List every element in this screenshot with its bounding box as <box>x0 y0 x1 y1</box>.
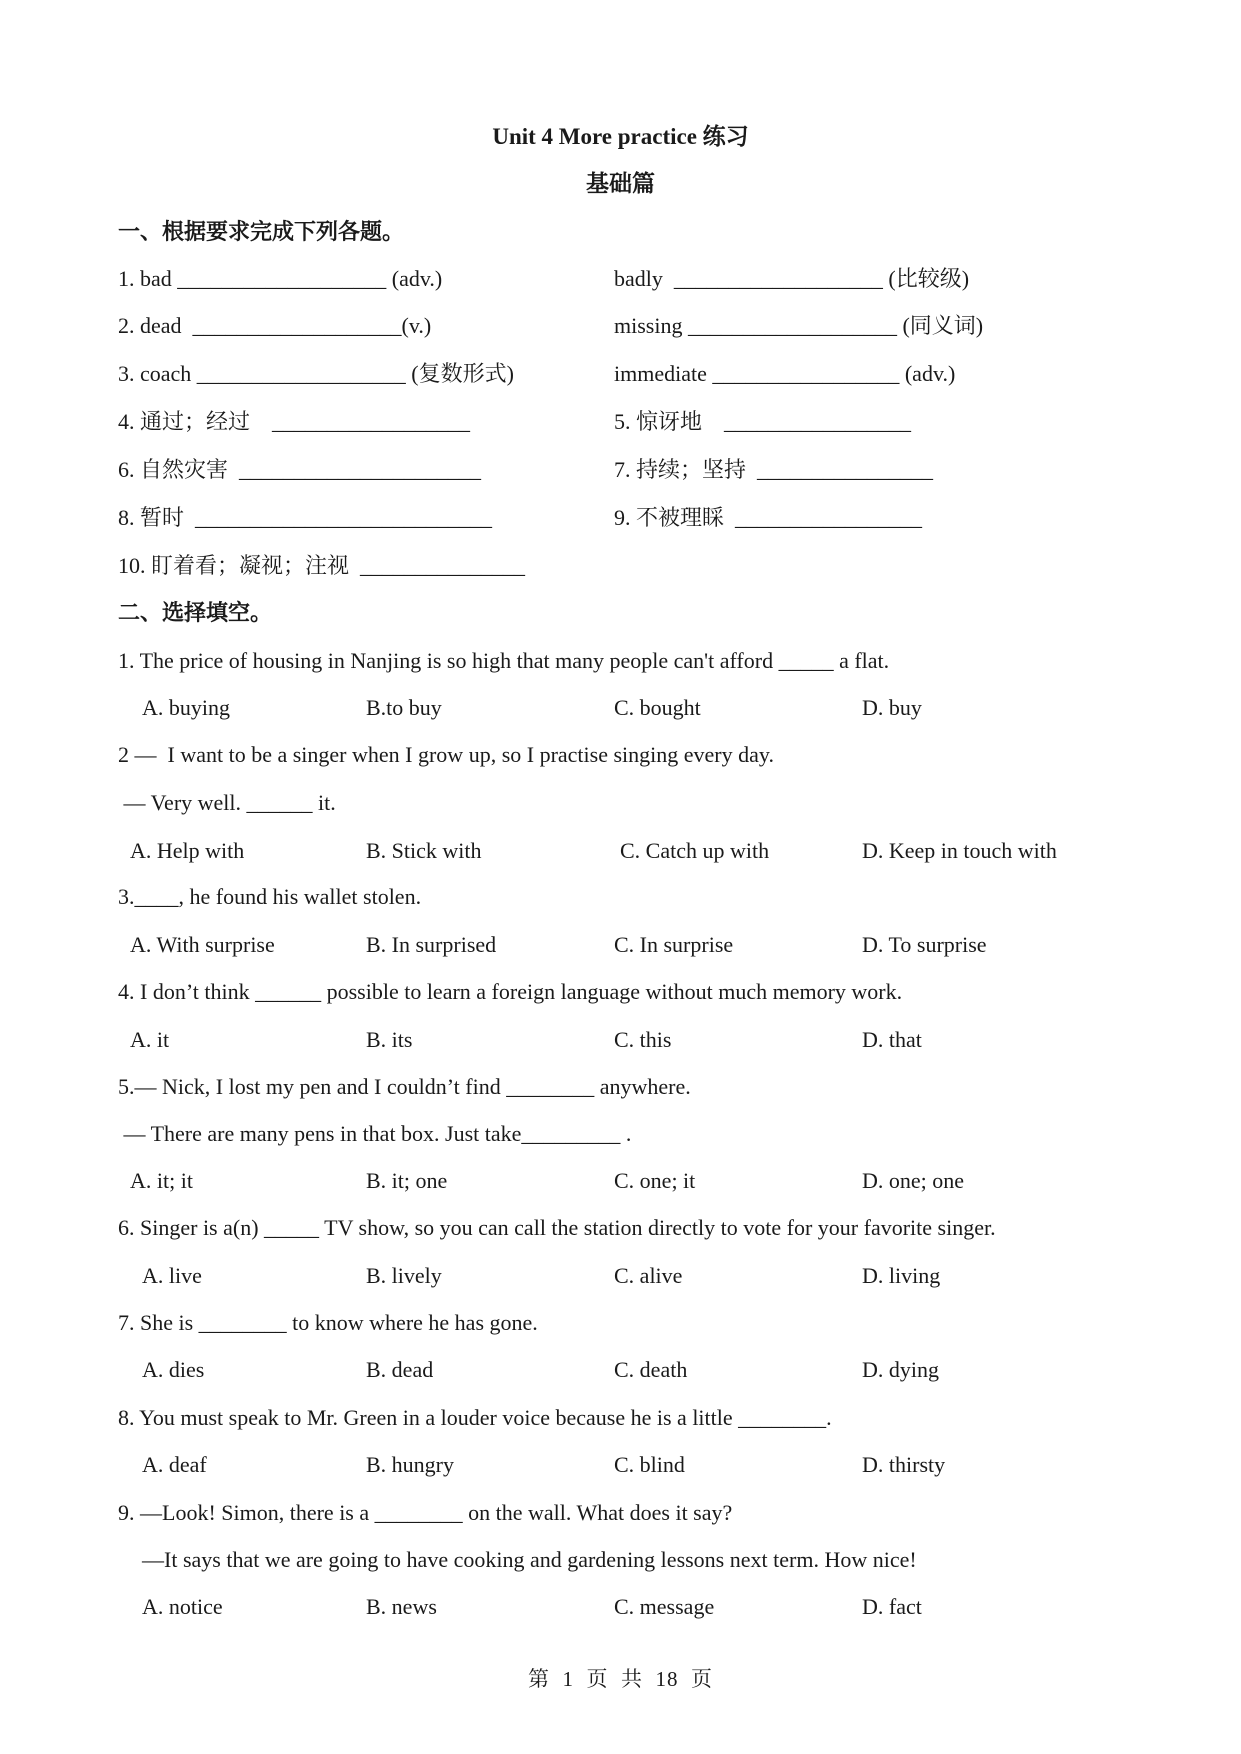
option-c: C. blind <box>614 1452 685 1477</box>
vocab-item: 9. 不被理睬 _________________ <box>614 505 923 530</box>
option-c: C. one; it <box>614 1168 696 1193</box>
section1-heading: 一、根据要求完成下列各题。 <box>118 219 405 244</box>
option-b: B. In surprised <box>366 932 497 957</box>
option-a: A. live <box>142 1263 202 1288</box>
question-stem: 6. Singer is a(n) _____ TV show, so you can call the station directly to vote for your favorite singer. <box>118 1215 996 1240</box>
vocab-item: 10. 盯着看；凝视；注视 _______________ <box>118 553 526 578</box>
option-b: B. its <box>366 1027 413 1052</box>
vocab-item: 3. coach ___________________ (复数形式) <box>118 361 514 386</box>
option-d: D. one; one <box>862 1168 965 1193</box>
question-stem: 7. She is ________ to know where he has gone. <box>118 1310 538 1335</box>
question-stem: 8. You must speak to Mr. Green in a louder voice because he is a little ________. <box>118 1405 832 1430</box>
option-d: D. fact <box>862 1594 922 1619</box>
option-c: C. Catch up with <box>620 838 770 863</box>
vocab-item: missing ___________________ (同义词) <box>614 313 984 338</box>
option-b: B. it; one <box>366 1168 448 1193</box>
option-c: C. death <box>614 1357 688 1382</box>
option-d: D. that <box>862 1027 922 1052</box>
vocab-item: 8. 暂时 ___________________________ <box>118 505 493 530</box>
vocab-item: badly ___________________ (比较级) <box>614 266 970 291</box>
vocab-item: 5. 惊讶地 _________________ <box>614 409 912 434</box>
option-c: C. alive <box>614 1263 683 1288</box>
option-a: A. it; it <box>130 1168 193 1193</box>
option-a: A. buying <box>142 695 230 720</box>
option-b: B. Stick with <box>366 838 482 863</box>
question-stem: —It says that we are going to have cooking and gardening lessons next term. How nice! <box>142 1547 917 1572</box>
vocab-item: 6. 自然灾害 ______________________ <box>118 457 482 482</box>
option-a: A. With surprise <box>130 932 275 957</box>
question-stem: — There are many pens in that box. Just take_________ . <box>118 1121 632 1146</box>
option-b: B. news <box>366 1594 437 1619</box>
question-stem: 3.____, he found his wallet stolen. <box>118 884 422 909</box>
option-b: B.to buy <box>366 695 442 720</box>
page-number-footer: 第 1 页 共 18 页 <box>528 1667 713 1691</box>
page-title: Unit 4 More practice 练习 <box>492 124 749 149</box>
vocab-item: 4. 通过；经过 __________________ <box>118 409 471 434</box>
option-d: D. thirsty <box>862 1452 946 1477</box>
vocab-item: 7. 持续；坚持 ________________ <box>614 457 934 482</box>
option-c: C. In surprise <box>614 932 734 957</box>
vocab-item: 2. dead ___________________(v.) <box>118 313 432 338</box>
option-d: D. Keep in touch with <box>862 838 1057 863</box>
option-a: A. Help with <box>130 838 245 863</box>
option-a: A. deaf <box>142 1452 207 1477</box>
option-d: D. buy <box>862 695 922 720</box>
option-b: B. hungry <box>366 1452 454 1477</box>
question-stem: 1. The price of housing in Nanjing is so high that many people can't afford _____ a flat. <box>118 648 890 673</box>
option-a: A. it <box>130 1027 170 1052</box>
option-d: D. dying <box>862 1357 939 1382</box>
option-a: A. dies <box>142 1357 205 1382</box>
option-c: C. this <box>614 1027 672 1052</box>
option-c: C. bought <box>614 695 701 720</box>
question-stem: 4. I don’t think ______ possible to learn a foreign language without much memory work. <box>118 979 903 1004</box>
vocab-item: immediate _________________ (adv.) <box>614 361 956 386</box>
question-stem: — Very well. ______ it. <box>118 790 336 815</box>
option-a: A. notice <box>142 1594 223 1619</box>
page-subtitle: 基础篇 <box>586 171 655 196</box>
question-stem: 2 — I want to be a singer when I grow up, so I practise singing every day. <box>118 742 774 767</box>
option-b: B. lively <box>366 1263 442 1288</box>
question-stem: 9. —Look! Simon, there is a ________ on the wall. What does it say? <box>118 1500 733 1525</box>
section2-heading: 二、选择填空。 <box>118 600 273 625</box>
option-d: D. living <box>862 1263 941 1288</box>
vocab-item: 1. bad ___________________ (adv.) <box>118 266 443 291</box>
option-c: C. message <box>614 1594 715 1619</box>
option-d: D. To surprise <box>862 932 987 957</box>
question-stem: 5.— Nick, I lost my pen and I couldn’t find ________ anywhere. <box>118 1074 691 1099</box>
option-b: B. dead <box>366 1357 434 1382</box>
